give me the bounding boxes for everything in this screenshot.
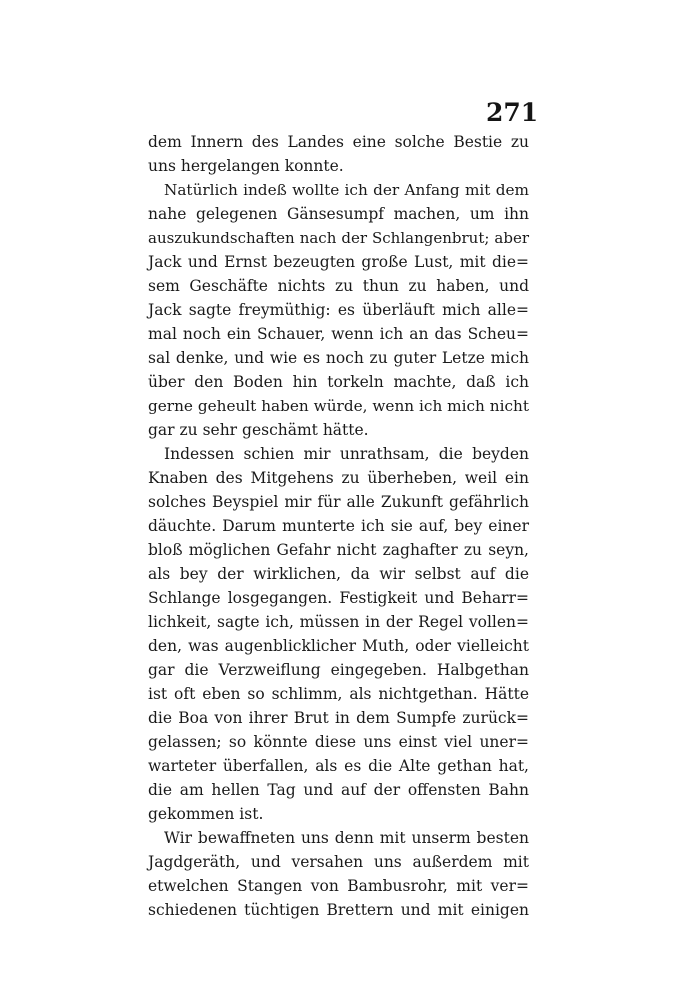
text-line: uns hergelangen konnte. bbox=[148, 157, 344, 175]
text-line: als bey der wirklichen, da wir selbst auf die bbox=[148, 565, 529, 583]
text-line: däuchte. Darum munterte ich sie auf, bey einer bbox=[148, 517, 529, 535]
text-line: gelassen; so könnte diese uns einst viel uner= bbox=[148, 733, 529, 751]
text-line: solches Beyspiel mir für alle Zukunft gefährlich bbox=[148, 493, 529, 511]
text-line: sem Geschäfte nichts zu thun zu haben, und bbox=[148, 277, 529, 295]
paragraph-start-line: Indessen schien mir unrathsam, die beyden bbox=[164, 445, 529, 463]
text-line: gekommen ist. bbox=[148, 805, 264, 823]
text-line: sal denke, und wie es noch zu guter Letze mich bbox=[148, 349, 529, 367]
text-line: die am hellen Tag und auf der offensten Bahn bbox=[148, 781, 529, 799]
text-line: den, was augenblicklicher Muth, oder vielleicht bbox=[148, 637, 529, 655]
text-line: warteter überfallen, als es die Alte gethan hat, bbox=[148, 757, 529, 775]
page-number: 271 bbox=[486, 98, 539, 127]
paragraph-start-line: Wir bewaffneten uns denn mit unserm besten bbox=[164, 829, 529, 847]
text-line: mal noch ein Schauer, wenn ich an das Scheu= bbox=[148, 325, 529, 343]
text-line: Jagdgeräth, und versahen uns außerdem mit bbox=[148, 853, 529, 871]
text-line: etwelchen Stangen von Bambusrohr, mit ver= bbox=[148, 877, 529, 895]
text-line: lichkeit, sagte ich, müssen in der Regel vollen= bbox=[148, 613, 529, 631]
text-line: Schlange losgegangen. Festigkeit und Beharr= bbox=[148, 589, 529, 607]
text-line: nahe gelegenen Gänsesumpf machen, um ihn bbox=[148, 205, 529, 223]
text-line: Jack und Ernst bezeugten große Lust, mit die= bbox=[148, 253, 529, 271]
text-line: dem Innern des Landes eine solche Bestie zu bbox=[148, 133, 529, 151]
text-line: ist oft eben so schlimm, als nichtgethan. Hätte bbox=[148, 685, 529, 703]
text-line: gerne geheult haben würde, wenn ich mich nicht bbox=[148, 397, 529, 415]
paragraph-start-line: Natürlich indeß wollte ich der Anfang mit dem bbox=[164, 181, 529, 199]
text-line: Knaben des Mitgehens zu überheben, weil ein bbox=[148, 469, 529, 487]
text-line: die Boa von ihrer Brut in dem Sumpfe zurück= bbox=[148, 709, 529, 727]
text-line: gar die Verzweiflung eingegeben. Halbgethan bbox=[148, 661, 529, 679]
text-line: auszukundschaften nach der Schlangenbrut; aber bbox=[148, 229, 529, 247]
text-line: gar zu sehr geschämt hätte. bbox=[148, 421, 369, 439]
text-line: Jack sagte freymüthig: es überläuft mich alle= bbox=[148, 301, 529, 319]
text-line: schiedenen tüchtigen Brettern und mit einigen bbox=[148, 901, 529, 919]
text-line: über den Boden hin torkeln machte, daß ich bbox=[148, 373, 529, 391]
text-line: bloß möglichen Gefahr nicht zaghafter zu seyn, bbox=[148, 541, 529, 559]
